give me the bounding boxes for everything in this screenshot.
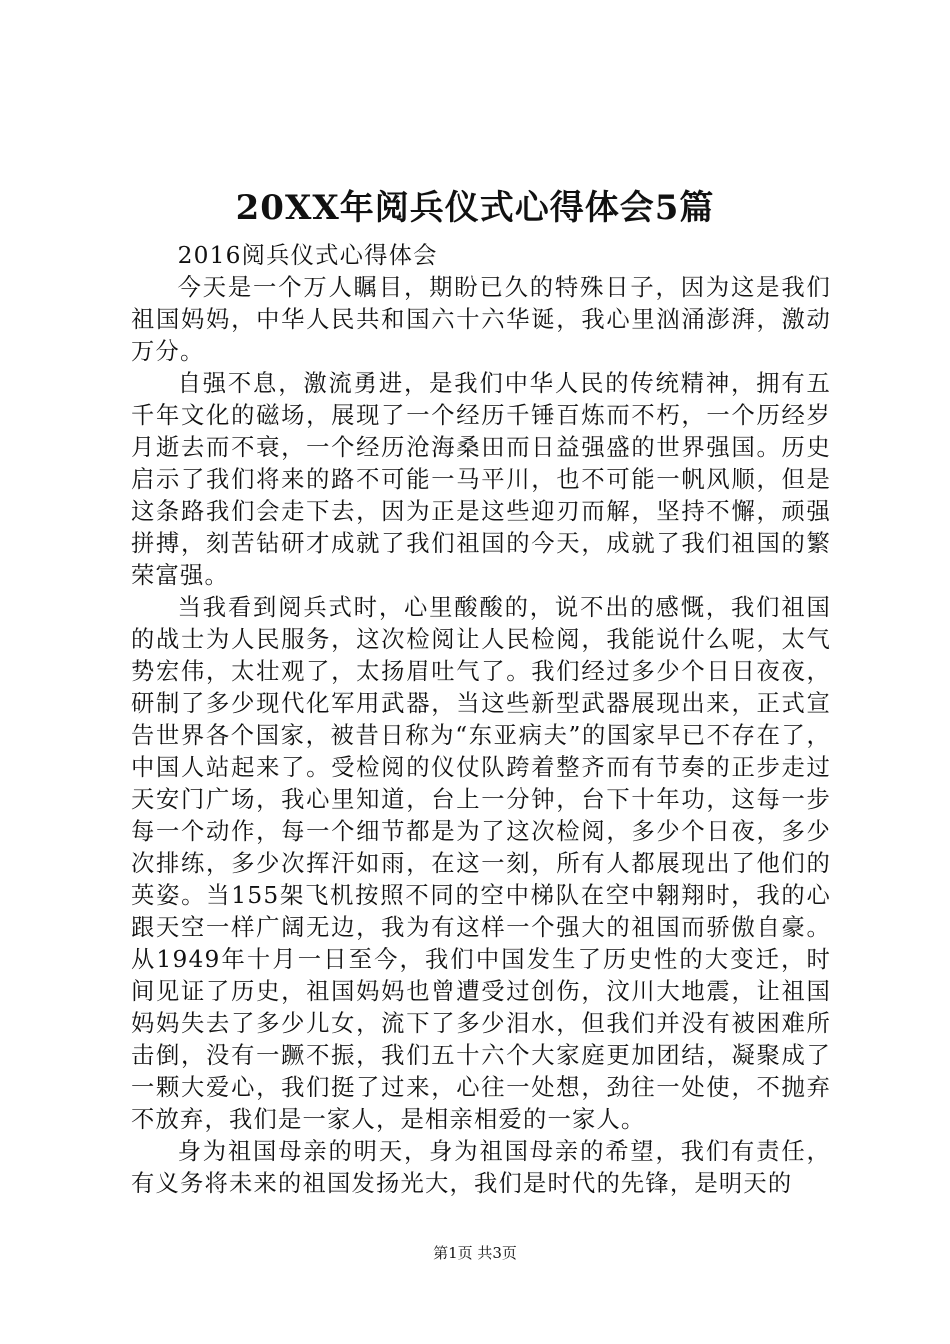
paragraph-2: 自强不息，激流勇进，是我们中华人民的传统精神，拥有五千年文化的磁场，展现了一个经历千锤百炼而不朽，一个历经岁月逝去而不衰，一个经历沧海桑田而日益强盛的世界强国。历史启示了我们将来的路不可能一马平川，也不可能一帆风顺，但是这条路我们会走下去，因为正是这些迎刃而解，坚持不懈，顽强拼搏，刻苦钻研才成就了我们祖国的今天，成就了我们祖国的繁荣富强。 — [131, 370, 831, 589]
document-subtitle: 2016阅兵仪式心得体会 — [177, 242, 438, 269]
document-body — [131, 240, 831, 1200]
paragraph-1: 今天是一个万人瞩目，期盼已久的特殊日子，因为这是我们祖国妈妈，中华人民共和国六十六华诞，我心里汹涌澎湃，激动万分。 — [131, 274, 831, 365]
paragraph-4: 身为祖国母亲的明天，身为祖国母亲的希望，我们有责任，有义务将未来的祖国发扬光大，我们是时代的先锋，是明天的 — [131, 1138, 831, 1197]
paragraph-3: 当我看到阅兵式时，心里酸酸的，说不出的感慨，我们祖国的战士为人民服务，这次检阅让人民检阅，我能说什么呢，太气势宏伟，太壮观了，太扬眉吐气了。我们经过多少个日日夜夜，研制了多少现代化军用武器，当这些新型武器展现出来，正式宣告世界各个国家，被昔日称为“东亚病夫”的国家早已不存在了，中国人站起来了。受检阅的仪仗队跨着整齐而有节奏的正步走过天安门广场，我心里知道，台上一分钟，台下十年功，这每一步每一个动作，每一个细节都是为了这次检阅，多少个日夜，多少次排练，多少次挥汗如雨，在这一刻，所有人都展现出了他们的英姿。当155架飞机按照不同的空中梯队在空中翱翔时，我的心跟天空一样广阔无边，我为有这样一个强大的祖国而骄傲自豪。从1949年十月一日至今，我们中国发生了历史性的大变迁，时间见证了历史，祖国妈妈也曾遭受过创伤，汶川大地震，让祖国妈妈失去了多少儿女，流下了多少泪水，但我们并没有被困难所击倒，没有一蹶不振，我们五十六个大家庭更加团结，凝聚成了一颗大爱心，我们挺了过来，心往一处想，劲往一处使，不抛弃不放弃，我们是一家人，是相亲相爱的一家人。 — [131, 594, 831, 1133]
document-title: 20XX年阅兵仪式心得体会5篇 — [235, 188, 715, 228]
page-footer: 第1页 共3页 — [433, 1244, 517, 1262]
